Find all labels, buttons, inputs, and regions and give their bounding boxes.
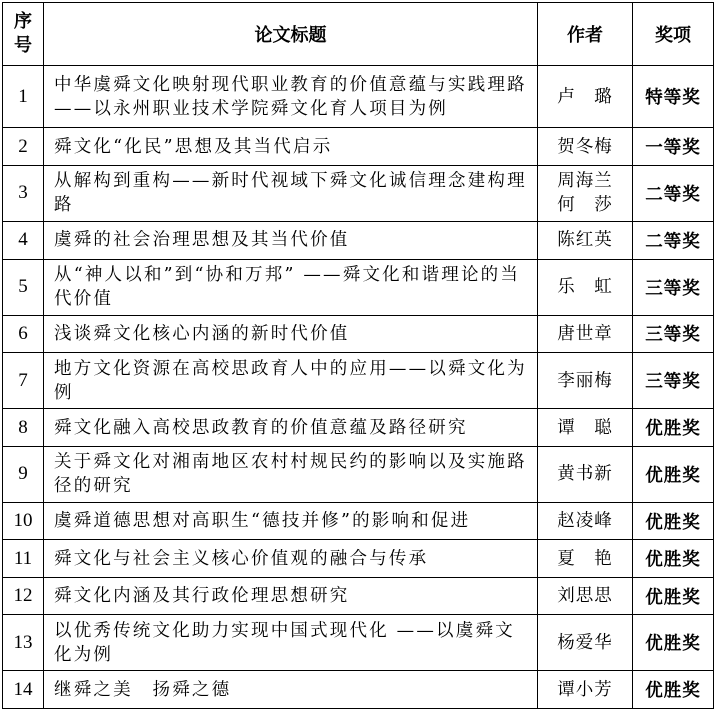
paper-award: 二等奖 [633, 165, 714, 221]
paper-title: 从“神人以和”到“协和万邦” ——舜文化和谐理论的当代价值 [44, 259, 538, 315]
table-row [3, 66, 714, 128]
paper-title: 虞舜道德思想对高职生“德技并修”的影响和促进 [44, 502, 538, 539]
table-row [3, 409, 714, 446]
paper-author: 乐 虹 [538, 259, 633, 315]
table-row [3, 222, 714, 259]
table-row [3, 259, 714, 315]
paper-title: 虞舜的社会治理思想及其当代价值 [44, 222, 538, 259]
paper-author: 刘思思 [538, 577, 633, 614]
row-number: 14 [3, 671, 44, 709]
row-number: 6 [3, 315, 44, 352]
paper-title: 舜文化与社会主义核心价值观的融合与传承 [44, 540, 538, 577]
paper-author: 夏 艳 [538, 540, 633, 577]
row-number: 1 [3, 66, 44, 128]
paper-title: 从解构到重构——新时代视域下舜文化诚信理念建构理路 [44, 165, 538, 221]
table-row [3, 315, 714, 352]
paper-award: 优胜奖 [633, 502, 714, 539]
paper-award: 优胜奖 [633, 615, 714, 671]
paper-author: 陈红英 [538, 222, 633, 259]
paper-author: 谭小芳 [538, 671, 633, 709]
paper-title: 继舜之美 扬舜之德 [44, 671, 538, 709]
paper-title: 舜文化内涵及其行政伦理思想研究 [44, 577, 538, 614]
paper-award: 优胜奖 [633, 409, 714, 446]
paper-author: 赵凌峰 [538, 502, 633, 539]
header-row [3, 3, 714, 66]
paper-award: 优胜奖 [633, 577, 714, 614]
award-table [2, 2, 714, 709]
header-no: 序号 [3, 3, 44, 66]
paper-title: 地方文化资源在高校思政育人中的应用——以舜文化为例 [44, 353, 538, 409]
table-row [3, 446, 714, 502]
header-award: 奖项 [633, 3, 714, 66]
row-number: 9 [3, 446, 44, 502]
paper-author: 贺冬梅 [538, 128, 633, 165]
row-number: 11 [3, 540, 44, 577]
table-row [3, 502, 714, 539]
header-title: 论文标题 [44, 3, 538, 66]
row-number: 5 [3, 259, 44, 315]
row-number: 8 [3, 409, 44, 446]
paper-award: 三等奖 [633, 259, 714, 315]
paper-title: 以优秀传统文化助力实现中国式现代化 ——以虞舜文化为例 [44, 615, 538, 671]
paper-author: 黄书新 [538, 446, 633, 502]
paper-author: 唐世章 [538, 315, 633, 352]
paper-award: 优胜奖 [633, 540, 714, 577]
row-number: 4 [3, 222, 44, 259]
paper-award: 一等奖 [633, 128, 714, 165]
paper-award: 二等奖 [633, 222, 714, 259]
paper-author: 杨爱华 [538, 615, 633, 671]
table-row [3, 165, 714, 221]
paper-title: 舜文化“化民”思想及其当代启示 [44, 128, 538, 165]
paper-award: 三等奖 [633, 353, 714, 409]
paper-award: 三等奖 [633, 315, 714, 352]
table-row [3, 671, 714, 709]
row-number: 13 [3, 615, 44, 671]
table-row [3, 615, 714, 671]
row-number: 7 [3, 353, 44, 409]
table-row [3, 577, 714, 614]
row-number: 2 [3, 128, 44, 165]
paper-award: 优胜奖 [633, 446, 714, 502]
table-row [3, 353, 714, 409]
paper-award: 优胜奖 [633, 671, 714, 709]
paper-title: 浅谈舜文化核心内涵的新时代价值 [44, 315, 538, 352]
table-row [3, 128, 714, 165]
paper-title: 中华虞舜文化映射现代职业教育的价值意蕴与实践理路——以永州职业技术学院舜文化育人项目为例 [44, 66, 538, 128]
award-table-wrapper [2, 2, 713, 709]
row-number: 3 [3, 165, 44, 221]
paper-author: 周海兰 何 莎 [538, 165, 633, 221]
paper-author: 李丽梅 [538, 353, 633, 409]
paper-award: 特等奖 [633, 66, 714, 128]
paper-author: 谭 聪 [538, 409, 633, 446]
table-row [3, 540, 714, 577]
header-author: 作者 [538, 3, 633, 66]
paper-title: 关于舜文化对湘南地区农村村规民约的影响以及实施路径的研究 [44, 446, 538, 502]
row-number: 10 [3, 502, 44, 539]
paper-title: 舜文化融入高校思政教育的价值意蕴及路径研究 [44, 409, 538, 446]
row-number: 12 [3, 577, 44, 614]
paper-author: 卢 璐 [538, 66, 633, 128]
